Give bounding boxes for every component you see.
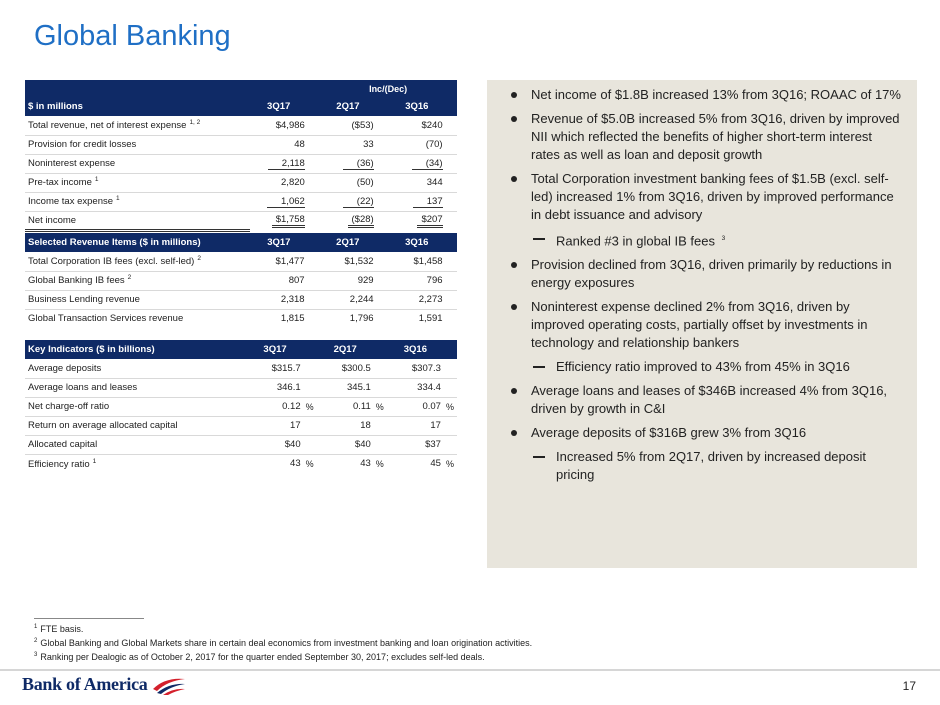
- cell-value: 2,118: [268, 158, 305, 170]
- row-label: Pre-tax income $^1$: [25, 173, 250, 192]
- bullet-item: Noninterest expense declined 2% from 3Q16, driven by improved operating costs, partially offset by investments in technology and relationship bankers: [501, 298, 903, 352]
- column-header-units: $ in millions: [25, 97, 250, 116]
- row-label: Global Banking IB fees $^2$: [25, 271, 250, 290]
- cell-value: 2,273: [388, 290, 446, 309]
- bullet-item: Net income of $1.8B increased 13% from 3Q16; ROAAC of 17%: [501, 86, 903, 104]
- cell-value: ($53): [319, 116, 377, 135]
- cell-value: (22): [343, 196, 374, 208]
- cell-value: 796: [388, 271, 446, 290]
- table-row: [25, 211, 457, 230]
- footer-divider: [0, 669, 940, 671]
- table-row: [25, 135, 457, 154]
- row-label: Total Corporation IB fees (excl. self-led) $^2$: [25, 252, 250, 271]
- row-label: Efficiency ratio $^1$: [28, 457, 97, 470]
- column-header: 3Q17: [246, 340, 303, 359]
- column-header: 3Q17: [250, 97, 308, 116]
- column-header-units: Selected Revenue Items ($ in millions): [25, 233, 250, 252]
- cell-value: 18: [317, 416, 374, 435]
- bullet-item: Total Corporation investment banking fees of $1.5B (excl. self-led) increased 1% from 3Q16, driven by improved performance in debt issuance and advisory: [501, 170, 903, 224]
- cell-value: (34): [412, 158, 443, 170]
- cell-value: 1,796: [349, 313, 374, 325]
- column-header: 2Q17: [319, 233, 377, 252]
- percent-sign: %: [445, 458, 454, 469]
- percent-sign: %: [375, 458, 384, 469]
- percent-sign: %: [444, 397, 457, 416]
- column-header: 3Q16: [388, 233, 446, 252]
- row-label: Average deposits: [25, 359, 246, 378]
- cell-value: 334.4: [387, 378, 444, 397]
- cell-value: 345.1: [317, 378, 374, 397]
- row-label: Average loans and leases: [25, 378, 246, 397]
- row-label: Provision for credit losses: [25, 135, 250, 154]
- table-row: [25, 416, 457, 435]
- cell-value: 0.11: [317, 397, 374, 416]
- table-header-row: [25, 233, 457, 252]
- sub-bullet-item: Ranked #3 in global IB fees $^3$: [501, 230, 903, 250]
- cell-value: 2,244: [319, 290, 377, 309]
- table-row: [25, 378, 457, 397]
- cell-value: $1,758: [272, 214, 305, 228]
- inc-dec-label: Inc/(Dec): [319, 80, 457, 97]
- table-group-header-row: [25, 80, 457, 97]
- cell-value: $315.7: [246, 359, 303, 378]
- column-header-units: Key Indicators ($ in billions): [25, 340, 246, 359]
- cell-value: 1,815: [280, 313, 305, 325]
- key-indicators-table: [25, 340, 457, 473]
- cell-value: ($28): [348, 214, 374, 228]
- cell-value: 33: [319, 135, 377, 154]
- table-header-row: [25, 340, 457, 359]
- selected-revenue-table: [25, 233, 457, 328]
- footnote: $^1$ FTE basis.: [34, 624, 84, 634]
- bank-of-america-logo: [22, 674, 187, 695]
- percent-sign: %: [374, 397, 387, 416]
- page-title: Global Banking: [34, 20, 231, 52]
- cell-value: $300.5: [317, 359, 374, 378]
- table-row: [25, 435, 457, 454]
- percent-sign: %: [304, 397, 317, 416]
- logo-wordmark: Bank of America: [22, 674, 148, 694]
- income-statement-table: [25, 80, 457, 232]
- table-row: [25, 309, 457, 328]
- table-row: [25, 397, 457, 416]
- cell-value: 17: [246, 416, 303, 435]
- cell-value: 344: [388, 173, 446, 192]
- bullet-item: Provision declined from 3Q16, driven primarily by reductions in energy exposures: [501, 256, 903, 292]
- cell-value: 48: [250, 135, 308, 154]
- percent-sign: %: [305, 458, 314, 469]
- flagscape-icon: [151, 675, 187, 695]
- footnote-divider: [34, 618, 144, 619]
- cell-value: 2,318: [250, 290, 308, 309]
- row-label: Net charge-off ratio: [25, 397, 246, 416]
- footnote: $^3$ Ranking per Dealogic as of October 2, 2017 for the quarter ended September 30, 2017; excludes self-led deals.: [34, 652, 485, 662]
- page-number: 17: [902, 679, 916, 693]
- bullet-item: Revenue of $5.0B increased 5% from 3Q16, driven by improved NII which reflected the benefits of higher short-term interest rates as well as loan and deposit growth: [501, 110, 903, 164]
- footnote-ref: 3: [721, 235, 726, 242]
- cell-value: (36): [343, 158, 374, 170]
- cell-value: 137: [413, 196, 443, 208]
- cell-value: $240: [388, 116, 446, 135]
- cell-value: 346.1: [246, 378, 303, 397]
- bullet-item: Average deposits of $316B grew 3% from 3Q16: [501, 424, 903, 442]
- cell-value: $37: [387, 435, 444, 454]
- column-header: 2Q17: [317, 340, 374, 359]
- cell-value: $307.3: [387, 359, 444, 378]
- table-row: [25, 252, 457, 271]
- row-label: Noninterest expense: [25, 154, 250, 173]
- row-label: Global Transaction Services revenue: [28, 313, 184, 325]
- cell-value: (50): [319, 173, 377, 192]
- cell-value: (70): [388, 135, 446, 154]
- cell-value: $4,986: [250, 116, 308, 135]
- cell-value: 17: [387, 416, 444, 435]
- row-label: Return on average allocated capital: [25, 416, 246, 435]
- cell-value: $207: [417, 214, 442, 228]
- cell-value: $1,458: [388, 252, 446, 271]
- table-row: [25, 290, 457, 309]
- footnotes: [34, 621, 532, 663]
- cell-value: $40: [246, 435, 303, 454]
- table-row: [25, 154, 457, 173]
- sub-bullet-item: Increased 5% from 2Q17, driven by increased deposit pricing: [501, 448, 903, 484]
- cell-value: 45: [430, 458, 441, 470]
- cell-value: $40: [317, 435, 374, 454]
- cell-value: 2,820: [250, 173, 308, 192]
- cell-value: 0.07: [387, 397, 444, 416]
- table-row: [25, 192, 457, 211]
- cell-value: 43: [290, 458, 301, 470]
- row-label: Income tax expense $^1$: [25, 192, 250, 211]
- cell-value: 1,062: [267, 196, 305, 208]
- commentary-panel: [487, 80, 917, 568]
- cell-value: 43: [360, 458, 371, 470]
- cell-value: 807: [250, 271, 308, 290]
- row-label: Business Lending revenue: [25, 290, 250, 309]
- column-header: 3Q17: [250, 233, 308, 252]
- table-row: [25, 173, 457, 192]
- table-row: [25, 116, 457, 135]
- table-header-row: [25, 97, 457, 116]
- cell-value: $1,477: [250, 252, 308, 271]
- cell-value: 0.12: [246, 397, 303, 416]
- cell-value: $1,532: [319, 252, 377, 271]
- row-label: Total revenue, net of interest expense $^{1, 2}$: [25, 116, 250, 135]
- row-label: Allocated capital: [25, 435, 246, 454]
- table-row: [25, 359, 457, 378]
- sub-bullet-item: Efficiency ratio improved to 43% from 45% in 3Q16: [501, 358, 903, 376]
- column-header: 2Q17: [319, 97, 377, 116]
- footnote: $^2$ Global Banking and Global Markets share in certain deal economics from investment banking and loan origination activities.: [34, 638, 533, 648]
- table-row: [25, 454, 457, 473]
- cell-value: 1,591: [418, 313, 443, 325]
- column-header: 3Q16: [388, 97, 446, 116]
- table-row: [25, 271, 457, 290]
- column-header: 3Q16: [387, 340, 444, 359]
- row-label: Net income: [25, 211, 250, 230]
- cell-value: 929: [319, 271, 377, 290]
- bullet-item: Average loans and leases of $346B increased 4% from 3Q16, driven by growth in C&I: [501, 382, 903, 418]
